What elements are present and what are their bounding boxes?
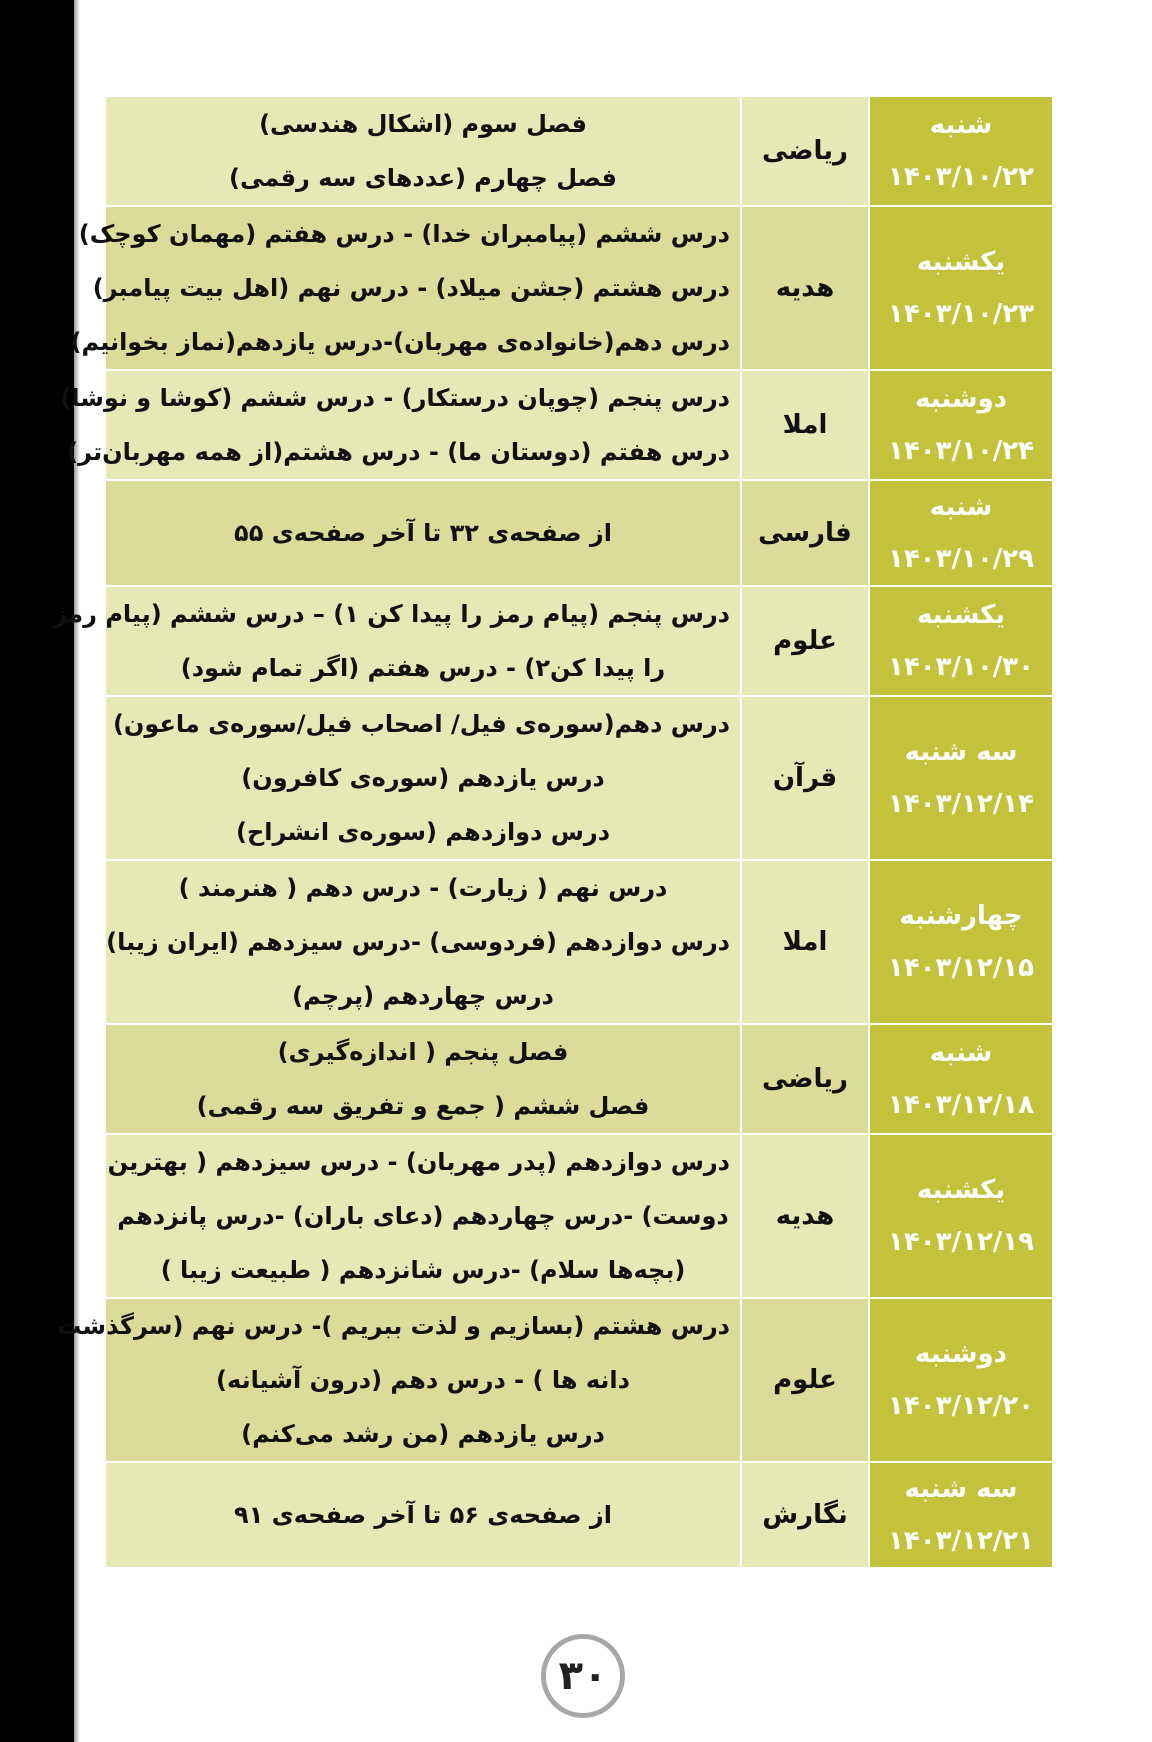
subject-cell (741, 1024, 869, 1134)
lesson-line: درس یازدهم (من رشد می‌کنم) (241, 1420, 605, 1448)
exam-date: ۱۴۰۳/۱۲/۱۹ (888, 1227, 1034, 1257)
date-cell (869, 1462, 1053, 1568)
lesson-line: از صفحه‌ی ۵۶ تا آخر صفحه‌ی ۹۱ (234, 1501, 612, 1529)
subject-name: فارسی (758, 518, 852, 548)
day-name: سه شنبه (904, 1474, 1018, 1504)
day-name: شنبه (929, 110, 993, 140)
date-cell (869, 1024, 1053, 1134)
lesson-line: دانه ها ) - درس دهم (درون آشیانه) (216, 1366, 630, 1394)
table-row (105, 1024, 1053, 1134)
lessons-cell (105, 696, 741, 860)
lesson-line: درس نهم ( زیارت) - درس دهم ( هنرمند ) (178, 874, 668, 902)
lessons-cell (105, 1024, 741, 1134)
day-name: دوشنبه (914, 384, 1008, 414)
lesson-line: (بچه‌ها سلام) -درس شانزدهم ( طبیعت زیبا ) (160, 1256, 686, 1284)
lesson-line: درس پنجم (چوپان درستکار) - درس ششم (کوشا و نوشا) (60, 384, 730, 412)
subject-name: ریاضی (762, 1064, 848, 1094)
day-name: شنبه (929, 1038, 993, 1068)
exam-date: ۱۴۰۳/۱۲/۲۰ (888, 1391, 1034, 1421)
lesson-line: درس هفتم (دوستان ما) - درس هشتم(از همه مهربان‌تر) (67, 438, 730, 466)
lesson-line: را پیدا کن۲) - درس هفتم (اگر تمام شود) (180, 654, 666, 682)
day-name: یکشنبه (916, 600, 1006, 630)
table-row (105, 480, 1053, 586)
lessons-cell (105, 1134, 741, 1298)
lesson-line: فصل چهارم (عددهای سه رقمی) (229, 164, 617, 192)
day-name: شنبه (929, 492, 993, 522)
lesson-line: درس دهم(خانواده‌ی مهربان)-درس یازدهم(نماز بخوانیم) (70, 328, 730, 356)
lesson-line: درس پنجم (پیام رمز را پیدا کن ۱) – درس ششم (پیام رمز (53, 600, 730, 628)
lesson-line: درس ششم (پیامبران خدا) - درس هفتم (مهمان کوچک) (78, 220, 730, 248)
date-cell (869, 96, 1053, 206)
subject-name: علوم (773, 626, 837, 656)
subject-name: ریاضی (762, 136, 848, 166)
lessons-cell (60, 370, 741, 480)
date-cell (869, 1134, 1053, 1298)
lessons-cell (105, 480, 741, 586)
date-cell (869, 480, 1053, 586)
table-row (105, 370, 1053, 480)
day-name: دوشنبه (914, 1339, 1008, 1369)
exam-schedule-table (53, 95, 1054, 1569)
subject-name: قرآن (772, 763, 838, 793)
lesson-line: از صفحه‌ی ۳۲ تا آخر صفحه‌ی ۵۵ (234, 519, 612, 547)
lesson-line: فصل سوم (اشکال هندسی) (259, 110, 587, 138)
subject-name: املا (782, 410, 828, 440)
exam-date: ۱۴۰۳/۱۲/۱۸ (888, 1090, 1034, 1120)
table-row (105, 586, 1053, 696)
subject-name: املا (782, 927, 828, 957)
lesson-line: درس چهاردهم (پرچم) (292, 982, 554, 1010)
subject-cell (741, 370, 869, 480)
lesson-line: درس هشتم (جشن میلاد) - درس نهم (اهل بیت پیامبر) (92, 274, 730, 302)
exam-date: ۱۴۰۳/۱۲/۱۴ (888, 789, 1034, 819)
date-cell (869, 370, 1053, 480)
subject-name: نگارش (762, 1500, 848, 1530)
page-number: ۳۰ (558, 1653, 608, 1699)
lesson-line: درس دهم(سوره‌ی فیل/ اصحاب فیل/سوره‌ی ماعون) (112, 710, 730, 738)
table-row (105, 1134, 1053, 1298)
exam-date: ۱۴۰۳/۱۲/۱۵ (888, 953, 1034, 983)
lessons-cell (105, 96, 741, 206)
subject-cell (741, 480, 869, 586)
exam-date: ۱۴۰۳/۱۰/۲۲ (888, 162, 1034, 192)
table-row (105, 1462, 1053, 1568)
table-row (105, 96, 1053, 206)
date-cell (869, 586, 1053, 696)
subject-cell (741, 860, 869, 1024)
day-name: سه شنبه (904, 737, 1018, 767)
exam-date: ۱۴۰۳/۱۰/۳۰ (888, 652, 1034, 682)
exam-date: ۱۴۰۳/۱۰/۲۴ (888, 436, 1034, 466)
lesson-line: فصل ششم ( جمع و تفریق سه رقمی) (196, 1092, 650, 1120)
lesson-line: درس دوازدهم (فردوسی) -درس سیزدهم (ایران زیبا) (106, 928, 730, 956)
subject-cell (741, 1462, 869, 1568)
table-row (105, 206, 1053, 370)
lesson-line: درس دوازدهم (سوره‌ی انشراح) (235, 818, 611, 846)
lessons-cell (53, 586, 741, 696)
lessons-cell (105, 860, 741, 1024)
date-cell (869, 206, 1053, 370)
table-row (105, 860, 1053, 1024)
lesson-line: فصل پنجم ( اندازه‌گیری) (277, 1038, 569, 1066)
subject-cell (741, 1134, 869, 1298)
subject-cell (741, 206, 869, 370)
schedule-body (53, 96, 1053, 1568)
table-row (105, 696, 1053, 860)
exam-date: ۱۴۰۳/۱۰/۲۹ (888, 544, 1034, 574)
lessons-cell (57, 1298, 741, 1462)
date-cell (869, 1298, 1053, 1462)
lessons-cell (70, 206, 741, 370)
lesson-line: درس هشتم (بسازیم و لذت ببریم )- درس نهم (سرگذشت (57, 1312, 730, 1340)
page-number-badge (541, 1634, 625, 1718)
date-cell (869, 696, 1053, 860)
subject-name: هدیه (775, 273, 835, 303)
exam-date: ۱۴۰۳/۱۰/۲۳ (888, 299, 1034, 329)
day-name: چهارشنبه (899, 901, 1023, 931)
table-row (105, 1298, 1053, 1462)
left-margin-shadow (74, 0, 80, 1742)
left-black-margin (0, 0, 74, 1742)
subject-cell (741, 696, 869, 860)
lesson-line: درس دوازدهم (پدر مهربان) - درس سیزدهم ( بهترین (107, 1148, 730, 1176)
subject-name: هدیه (775, 1201, 835, 1231)
subject-cell (741, 1298, 869, 1462)
exam-date: ۱۴۰۳/۱۲/۲۱ (888, 1526, 1034, 1556)
date-cell (869, 860, 1053, 1024)
lessons-cell (105, 1462, 741, 1568)
lesson-line: دوست) -درس چهاردهم (دعای باران) -درس پانزدهم (117, 1202, 729, 1230)
subject-cell (741, 96, 869, 206)
day-name: یکشنبه (916, 247, 1006, 277)
day-name: یکشنبه (916, 1175, 1006, 1205)
subject-cell (741, 586, 869, 696)
lesson-line: درس یازدهم (سوره‌ی کافرون) (241, 764, 605, 792)
subject-name: علوم (773, 1365, 837, 1395)
